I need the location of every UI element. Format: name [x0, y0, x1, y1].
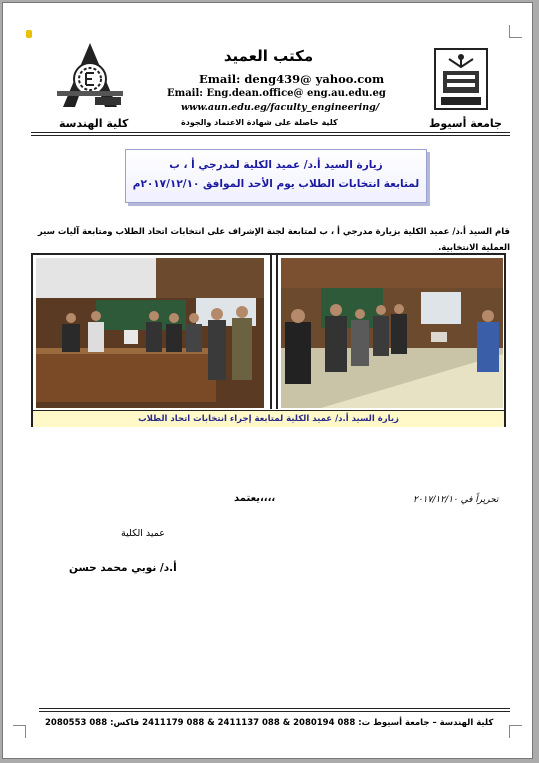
website-link: www.aun.edu.eg/faculty_engineering/ — [181, 102, 380, 113]
footer-divider — [39, 711, 510, 712]
crop-mark — [13, 725, 26, 738]
title-line-2: لمتابعة انتخابات الطلاب يوم الأحد الموافق ٢٠١٧/١٢/١٠م — [132, 178, 420, 190]
photo-divider — [270, 255, 278, 409]
office-title: مكتب العميد — [223, 47, 314, 65]
footer-divider — [39, 708, 510, 709]
dean-title: عميد الكلية — [121, 528, 165, 539]
dean-name: أ.د/ نوبي محمد حسن — [69, 562, 177, 574]
title-line-1: زيارة السيد أ.د/ عميد الكلية لمدرجي أ ، ب — [169, 159, 383, 171]
crop-mark — [509, 25, 522, 38]
accreditation-note: كلية حاصلة على شهادة الاعتماد والجودة — [181, 118, 338, 127]
primary-email: Email: deng439@ yahoo.com — [199, 72, 385, 86]
photo-caption: زيارة السيد أ.د/ عميد الكلية لمتابعة إجراء انتخابات اتحاد الطلاب — [33, 410, 504, 427]
document-page — [2, 2, 533, 759]
photo-committee — [36, 258, 264, 408]
anchor-icon — [26, 30, 32, 38]
approval-label: يعتمد،،،، — [234, 493, 276, 504]
faculty-name: كلية الهندسة — [59, 117, 129, 130]
title-box — [125, 149, 427, 203]
photo-voting-hall — [281, 258, 503, 408]
header-divider — [31, 135, 510, 136]
photo-panel — [31, 253, 506, 427]
footer-contact: كلية الهندسة – جامعة أسيوط ت: 088 2080194 & 088 2411137 & 088 2411179 فاكس: 088 2080553 — [45, 718, 494, 728]
secondary-email: Email: Eng.dean.office@ eng.au.edu.eg — [167, 88, 386, 99]
university-name: جامعة أسيوط — [429, 117, 502, 130]
document-date: تحريراً في ٢٠١٧/١٢/١٠ — [413, 495, 499, 505]
body-paragraph: قام السيد أ.د/ عميد الكلية بزيارة مدرجي أ ، ب لمتابعة لجنة الإشراف على انتخابات اتحاد الطلاب ومتابعة آليات سير العملية الانتخابية. — [37, 227, 510, 253]
crop-mark — [509, 725, 522, 738]
header-divider — [31, 132, 510, 133]
